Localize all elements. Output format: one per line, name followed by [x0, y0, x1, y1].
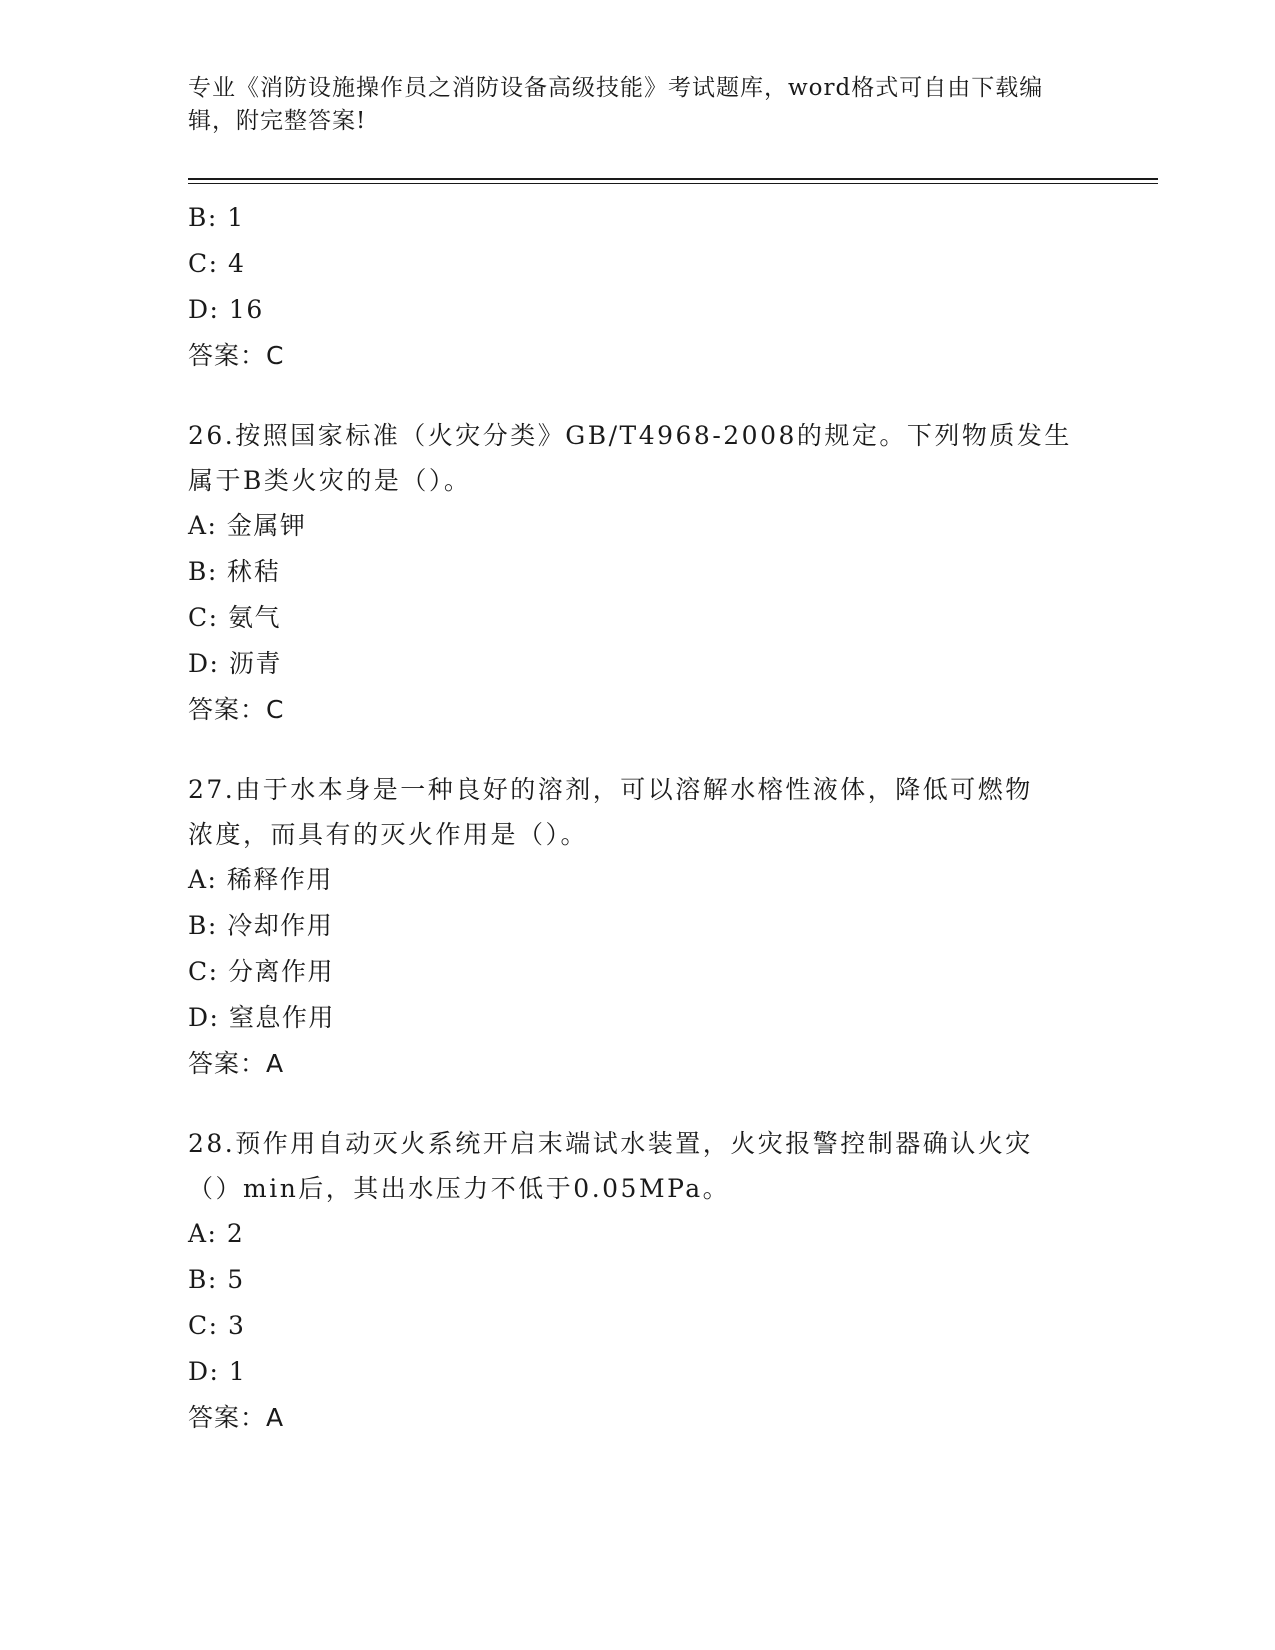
option-b: B: 1	[188, 203, 245, 232]
answer-line: 答案：C	[188, 695, 285, 724]
option-c: C: 氨气	[188, 603, 281, 632]
option-b: B: 5	[188, 1265, 245, 1294]
header-line-1: 专业《消防设施操作员之消防设备高级技能》考试题库，word格式可自由下载编	[188, 75, 1044, 101]
option-c: C: 3	[188, 1311, 246, 1340]
option-d: D: 窒息作用	[188, 1003, 335, 1032]
option-d: D: 沥青	[188, 649, 282, 678]
answer-line: 答案：A	[188, 1049, 285, 1078]
question-26	[188, 413, 1088, 733]
option-a: A: 金属钾	[188, 511, 307, 540]
header-divider-thin	[188, 183, 1158, 184]
document-page	[188, 0, 1158, 1650]
question-27	[188, 767, 1088, 1087]
question-text-line-2: 浓度，而具有的灭火作用是（）。	[188, 820, 589, 849]
option-d: D: 1	[188, 1357, 247, 1386]
question-text-line-2: （）min后，其出水压力不低于0.05MPa。	[188, 1174, 731, 1203]
option-d: D: 16	[188, 295, 264, 324]
answer-line: 答案：C	[188, 341, 285, 370]
question-text	[188, 1121, 1088, 1211]
document-content	[188, 195, 1088, 1441]
answer-line: 答案：A	[188, 1403, 285, 1432]
question-text-line-2: 属于B类火灾的是（）。	[188, 466, 472, 495]
question-28	[188, 1121, 1088, 1441]
header-line-2: 辑，附完整答案!	[188, 108, 367, 134]
option-c: C: 4	[188, 249, 246, 278]
question-text	[188, 767, 1088, 857]
document-header	[188, 72, 1088, 138]
header-divider-thick	[188, 178, 1158, 180]
question-25-tail	[188, 195, 1088, 379]
question-text-line-1: 27.由于水本身是一种良好的溶剂，可以溶解水榕性液体，降低可燃物	[188, 775, 1033, 804]
option-c: C: 分离作用	[188, 957, 334, 986]
option-b: B: 冷却作用	[188, 911, 334, 940]
option-a: A: 稀释作用	[188, 865, 333, 894]
option-a: A: 2	[188, 1219, 245, 1248]
option-b: B: 秫秸	[188, 557, 281, 586]
question-text-line-1: 28.预作用自动灭火系统开启末端试水装置，火灾报警控制器确认火灾	[188, 1129, 1033, 1158]
question-text-line-1: 26.按照国家标准（火灾分类》GB/T4968-2008的规定。下列物质发生	[188, 421, 1072, 450]
question-text	[188, 413, 1088, 503]
